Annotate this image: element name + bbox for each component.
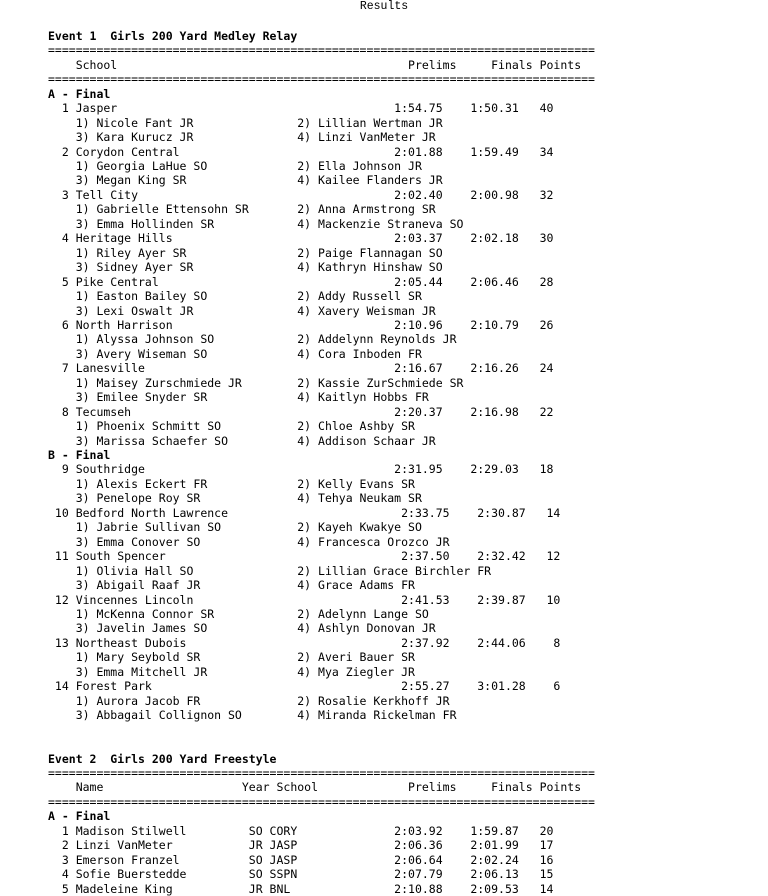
relay-leg-row: 3) Marissa Schaefer SO 4) Addison Schaar JR	[48, 433, 436, 448]
results-body	[0, 14, 768, 896]
event-rule-top: ===============================================================================	[48, 765, 595, 780]
result-row: 5 Madeleine King JR BNL 2:10.88 2:09.53 14	[48, 881, 554, 896]
result-row: 9 Southridge 2:31.95 2:29.03 18	[48, 462, 554, 477]
result-row: 1 Madison Stilwell SO CORY 2:03.92 1:59.87 20	[48, 823, 554, 838]
relay-leg-row: 3) Sidney Ayer SR 4) Kathryn Hinshaw SO	[48, 260, 443, 275]
relay-leg-row: 3) Megan King SR 4) Kailee Flanders JR	[48, 173, 443, 188]
result-row: 5 Pike Central 2:05.44 2:06.46 28	[48, 274, 554, 289]
relay-leg-row: 3) Emma Mitchell JR 4) Mya Ziegler JR	[48, 664, 415, 679]
result-row: 6 North Harrison 2:10.96 2:10.79 26	[48, 317, 554, 332]
result-row: 4 Sofie Buerstedde SO SSPN 2:07.79 2:06.13 15	[48, 867, 554, 882]
relay-leg-row: 1) Mary Seybold SR 2) Averi Bauer SR	[48, 650, 415, 665]
relay-leg-row: 1) Easton Bailey SO 2) Addy Russell SR	[48, 289, 422, 304]
section-label-b-final: B - Final	[48, 448, 111, 463]
result-row: 7 Lanesville 2:16.67 2:16.26 24	[48, 361, 554, 376]
relay-leg-row: 3) Emma Hollinden SR 4) Mackenzie Straneva SO	[48, 216, 464, 231]
relay-leg-row: 3) Lexi Oswalt JR 4) Xavery Weisman JR	[48, 303, 436, 318]
event-rule-bottom: ===============================================================================	[48, 72, 595, 87]
relay-leg-row: 1) Jabrie Sullivan SO 2) Kayeh Kwakye SO	[48, 520, 422, 535]
relay-leg-row: 3) Javelin James SO 4) Ashlyn Donovan JR	[48, 621, 436, 636]
section-label-a-final: A - Final	[48, 86, 111, 101]
relay-leg-row: 3) Penelope Roy SR 4) Tehya Neukam SR	[48, 491, 422, 506]
result-row: 12 Vincennes Lincoln 2:41.53 2:39.87 10	[48, 592, 561, 607]
result-row: 3 Emerson Franzel SO JASP 2:06.64 2:02.24 16	[48, 852, 554, 867]
relay-leg-row: 1) Olivia Hall SO 2) Lillian Grace Birchler FR	[48, 563, 492, 578]
relay-leg-row: 1) Riley Ayer SR 2) Paige Flannagan SO	[48, 245, 443, 260]
relay-leg-row: 3) Emilee Snyder SR 4) Kaitlyn Hobbs FR	[48, 390, 429, 405]
relay-leg-row: 1) Aurora Jacob FR 2) Rosalie Kerkhoff JR	[48, 693, 450, 708]
event-title: Event 2 Girls 200 Yard Freestyle	[48, 751, 277, 766]
relay-leg-row: 1) Nicole Fant JR 2) Lillian Wertman JR	[48, 115, 443, 130]
event-title: Event 1 Girls 200 Yard Medley Relay	[48, 28, 298, 43]
result-row: 3 Tell City 2:02.40 2:00.98 32	[48, 187, 554, 202]
relay-leg-row: 1) Gabrielle Ettensohn SR 2) Anna Armstrong SR	[48, 202, 436, 217]
event-column-header: School Prelims Finals Points	[48, 57, 582, 72]
relay-leg-row: 3) Kara Kurucz JR 4) Linzi VanMeter JR	[48, 130, 436, 145]
document-header	[0, 0, 768, 14]
section-label-a-final: A - Final	[48, 809, 111, 824]
event-rule-bottom: ===============================================================================	[48, 794, 595, 809]
result-row: 14 Forest Park 2:55.27 3:01.28 6	[48, 679, 561, 694]
relay-leg-row: 1) McKenna Connor SR 2) Adelynn Lange SO	[48, 607, 429, 622]
result-row: 4 Heritage Hills 2:03.37 2:02.18 30	[48, 231, 554, 246]
page-header-title: Results	[359, 0, 409, 13]
result-row: 2 Corydon Central 2:01.88 1:59.49 34	[48, 144, 554, 159]
relay-leg-row: 3) Abigail Raaf JR 4) Grace Adams FR	[48, 578, 415, 593]
relay-leg-row: 1) Phoenix Schmitt SO 2) Chloe Ashby SR	[48, 419, 415, 434]
result-row: 2 Linzi VanMeter JR JASP 2:06.36 2:01.99 17	[48, 838, 554, 853]
event-rule-top: ===============================================================================	[48, 43, 595, 58]
event-column-header: Name Year School Prelims Finals Points	[48, 780, 582, 795]
result-row: 1 Jasper 1:54.75 1:50.31 40	[48, 101, 554, 116]
relay-leg-row: 1) Alexis Eckert FR 2) Kelly Evans SR	[48, 476, 415, 491]
result-row: 11 South Spencer 2:37.50 2:32.42 12	[48, 549, 561, 564]
relay-leg-row: 3) Emma Conover SO 4) Francesca Orozco JR	[48, 534, 450, 549]
relay-leg-row: 3) Abbagail Collignon SO 4) Miranda Rickelman FR	[48, 708, 457, 723]
relay-leg-row: 1) Maisey Zurschmiede JR 2) Kassie ZurSchmiede SR	[48, 375, 464, 390]
relay-leg-row: 3) Avery Wiseman SO 4) Cora Inboden FR	[48, 346, 422, 361]
relay-leg-row: 1) Georgia LaHue SO 2) Ella Johnson JR	[48, 158, 422, 173]
relay-leg-row: 1) Alyssa Johnson SO 2) Addelynn Reynolds JR	[48, 332, 457, 347]
result-row: 8 Tecumseh 2:20.37 2:16.98 22	[48, 404, 554, 419]
result-row: 13 Northeast Dubois 2:37.92 2:44.06 8	[48, 635, 561, 650]
result-row: 10 Bedford North Lawrence 2:33.75 2:30.87 14	[48, 505, 561, 520]
